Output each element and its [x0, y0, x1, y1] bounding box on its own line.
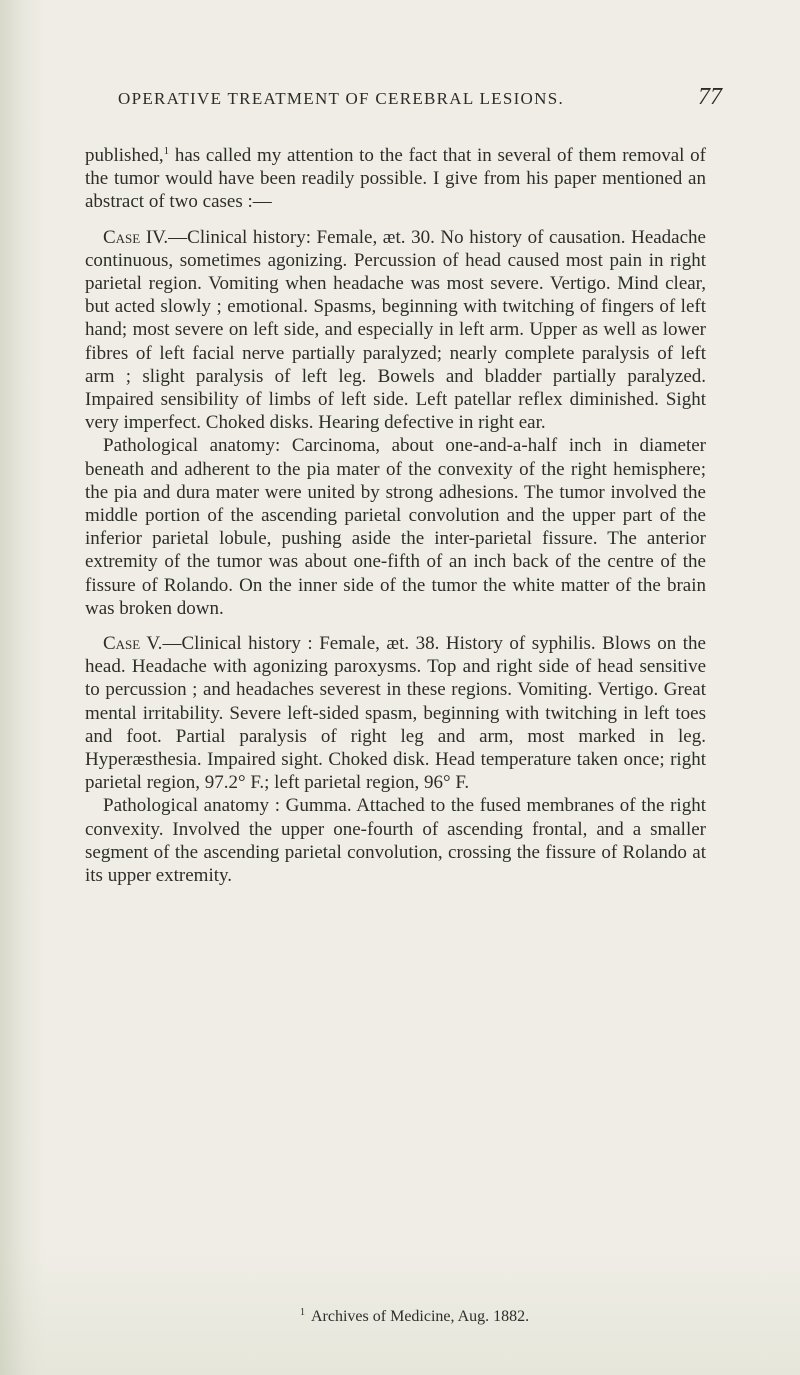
footnote-reference: 1 — [163, 145, 170, 157]
page-number: 77 — [698, 84, 722, 110]
intro-rest: has called my attention to the fact that in several of them removal of the tumor would have been readily possible. I give from his paper mentioned an abstract of two cases :— — [85, 145, 706, 213]
case-v-clinical-text: —Clinical history : Female, æt. 38. History of syphilis. Blows on the head. Headache with agonizing paroxysms. Top and right side of head sensitive to percussion ; and headaches severest in these regions. Vomiting. Vertigo. Great mental irritability. Severe left-sided spasm, beginning with twitching in left toes and foot. Partial paralysis of right leg and arm, most marked in leg. Hyperæsthesia. Impaired sight. Choked disk. Head temperature taken once; right parietal region, 97.2° F.; left parietal region, 96° F. — [85, 633, 706, 794]
body-text — [85, 144, 706, 887]
case-iv-label: Case IV. — [103, 226, 169, 248]
footnote-mark: 1 — [300, 1307, 305, 1318]
running-head: OPERATIVE TREATMENT OF CEREBRAL LESIONS. — [118, 89, 565, 108]
case-v-label: Case V. — [103, 633, 163, 655]
footnote — [300, 1307, 529, 1326]
case-iv-pathology-paragraph: Pathological anatomy: Carcinoma, about one-and-a-half inch in diameter beneath and adherent to the pia mater of the convexity of the right hemisphere; the pia and dura mater were united by strong adhesions. The tumor involved the middle portion of the ascending parietal convolution and the upper part of the inferior parietal lobule, pushing aside the inter-parietal fissure. The anterior extremity of the tumor was about one-fifth of an inch back of the centre of the fissure of Rolando. On the inner side of the tumor the white matter of the brain was broken down. — [85, 435, 706, 619]
case-v-clinical-paragraph — [85, 632, 706, 794]
intro-paragraph — [85, 144, 706, 214]
intro-start: published, — [85, 145, 164, 166]
case-v-pathology-paragraph: Pathological anatomy : Gumma. Attached to the fused membranes of the right convexity. Involved the upper one-fourth of ascending frontal, and a smaller segment of the ascending parietal convolution, crossing the fissure of Rolando at its upper extremity. — [85, 795, 706, 887]
footnote-text: Archives of Medicine, Aug. 1882. — [311, 1308, 530, 1325]
case-iv-clinical-paragraph — [85, 226, 706, 435]
case-iv-clinical-text: —Clinical history: Female, æt. 30. No history of causation. Headache continuous, sometimes agonizing. Percussion of head caused most pain in right parietal region. Vomiting when headache was most severe. Vertigo. Mind clear, but acted slowly ; emotional. Spasms, beginning with twitching of fingers of left hand; most severe on left side, and especially in left arm. Upper as well as lower fibres of left facial nerve partially paralyzed; nearly complete paralysis of left arm ; slight paralysis of left leg. Bowels and bladder partially paralyzed. Impaired sensibility of limbs of left side. Left patellar reflex diminished. Sight very imperfect. Choked disks. Hearing defective in right ear. — [85, 226, 706, 434]
